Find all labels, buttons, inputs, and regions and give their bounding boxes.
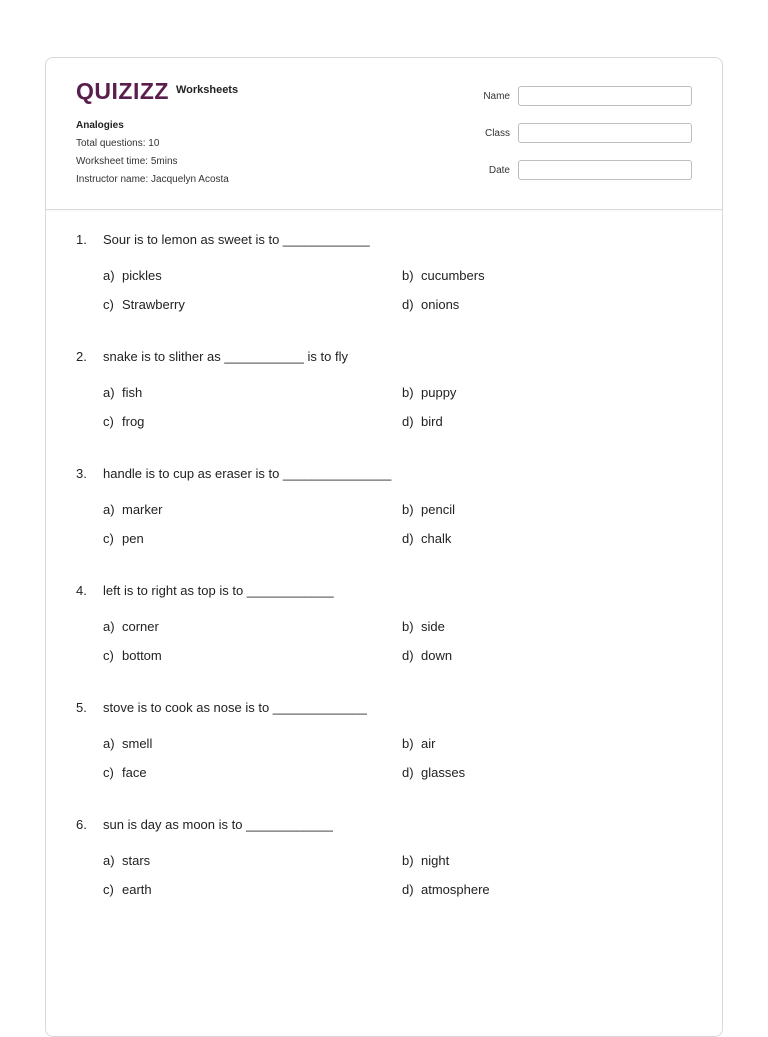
date-label: Date bbox=[488, 164, 510, 176]
option-text: pen bbox=[122, 531, 144, 546]
answer-options bbox=[103, 385, 696, 435]
answer-options bbox=[103, 736, 696, 786]
option-text: fish bbox=[122, 385, 143, 400]
worksheet-time: Worksheet time: 5mins bbox=[76, 156, 178, 167]
answer-options bbox=[103, 853, 696, 903]
brand bbox=[76, 80, 238, 103]
worksheet-title: Analogies bbox=[76, 120, 124, 131]
option-c[interactable] bbox=[103, 882, 152, 898]
question-5 bbox=[76, 700, 696, 817]
class-field-row bbox=[470, 122, 692, 144]
option-d[interactable] bbox=[402, 648, 452, 664]
question-number: 6. bbox=[76, 817, 87, 832]
worksheet-meta bbox=[76, 117, 229, 189]
option-letter: b) bbox=[402, 502, 414, 517]
class-label: Class bbox=[484, 127, 510, 139]
worksheet-header bbox=[46, 58, 722, 210]
option-d[interactable] bbox=[402, 765, 465, 781]
question-stem bbox=[76, 817, 696, 833]
option-text: frog bbox=[122, 414, 145, 429]
option-text: air bbox=[421, 736, 436, 751]
option-text: atmosphere bbox=[421, 882, 490, 897]
question-4 bbox=[76, 583, 696, 700]
question-stem bbox=[76, 232, 696, 248]
name-field-row bbox=[470, 85, 692, 107]
option-d[interactable] bbox=[402, 414, 443, 430]
option-letter: b) bbox=[402, 268, 414, 283]
option-b[interactable] bbox=[402, 619, 445, 635]
option-letter: a) bbox=[103, 385, 115, 400]
question-stem bbox=[76, 700, 696, 716]
option-text: pickles bbox=[122, 268, 162, 283]
date-field-row bbox=[470, 159, 692, 181]
name-label: Name bbox=[483, 90, 510, 102]
quizizz-logo: QUIZIZZ bbox=[76, 78, 169, 104]
option-text: earth bbox=[122, 882, 152, 897]
option-letter: d) bbox=[402, 648, 414, 663]
option-letter: b) bbox=[402, 619, 414, 634]
option-letter: c) bbox=[103, 765, 114, 780]
student-fields bbox=[470, 85, 692, 196]
option-b[interactable] bbox=[402, 853, 449, 869]
question-stem bbox=[76, 466, 696, 482]
option-letter: c) bbox=[103, 297, 114, 312]
option-text: corner bbox=[122, 619, 159, 634]
option-letter: d) bbox=[402, 765, 414, 780]
name-field[interactable] bbox=[518, 86, 692, 106]
option-letter: d) bbox=[402, 297, 414, 312]
question-text: snake is to slither as ___________ is to fly bbox=[103, 349, 348, 364]
answer-options bbox=[103, 502, 696, 552]
question-text: Sour is to lemon as sweet is to ____________ bbox=[103, 232, 370, 247]
option-text: bird bbox=[421, 414, 443, 429]
option-letter: d) bbox=[402, 414, 414, 429]
option-a[interactable] bbox=[103, 853, 150, 869]
option-b[interactable] bbox=[402, 502, 455, 518]
option-a[interactable] bbox=[103, 502, 162, 518]
option-c[interactable] bbox=[103, 648, 162, 664]
option-b[interactable] bbox=[402, 268, 485, 284]
answer-options bbox=[103, 619, 696, 669]
option-letter: c) bbox=[103, 531, 114, 546]
option-d[interactable] bbox=[402, 531, 451, 547]
option-a[interactable] bbox=[103, 385, 142, 401]
option-a[interactable] bbox=[103, 736, 152, 752]
option-b[interactable] bbox=[402, 385, 456, 401]
option-b[interactable] bbox=[402, 736, 435, 752]
option-a[interactable] bbox=[103, 619, 159, 635]
question-stem bbox=[76, 349, 696, 365]
option-letter: c) bbox=[103, 648, 114, 663]
option-text: puppy bbox=[421, 385, 457, 400]
option-letter: b) bbox=[402, 736, 414, 751]
date-field[interactable] bbox=[518, 160, 692, 180]
question-6 bbox=[76, 817, 696, 934]
option-text: stars bbox=[122, 853, 151, 868]
option-letter: a) bbox=[103, 268, 115, 283]
option-letter: c) bbox=[103, 882, 114, 897]
question-number: 2. bbox=[76, 349, 87, 364]
question-1 bbox=[76, 232, 696, 349]
option-text: night bbox=[421, 853, 450, 868]
answer-options bbox=[103, 268, 696, 318]
option-text: down bbox=[421, 648, 453, 663]
option-d[interactable] bbox=[402, 882, 490, 898]
option-text: side bbox=[421, 619, 445, 634]
option-c[interactable] bbox=[103, 414, 144, 430]
option-letter: b) bbox=[402, 853, 414, 868]
option-text: chalk bbox=[421, 531, 452, 546]
logo-subtitle: Worksheets bbox=[175, 83, 239, 96]
option-text: pencil bbox=[421, 502, 455, 517]
option-d[interactable] bbox=[402, 297, 459, 313]
question-number: 3. bbox=[76, 466, 87, 481]
option-letter: a) bbox=[103, 853, 115, 868]
question-text: sun is day as moon is to ____________ bbox=[103, 817, 333, 832]
option-letter: d) bbox=[402, 531, 414, 546]
question-text: stove is to cook as nose is to _____________ bbox=[103, 700, 367, 715]
question-2 bbox=[76, 349, 696, 466]
worksheet-page bbox=[45, 57, 723, 1037]
option-letter: b) bbox=[402, 385, 414, 400]
option-text: smell bbox=[122, 736, 153, 751]
question-3 bbox=[76, 466, 696, 583]
option-c[interactable] bbox=[103, 297, 185, 313]
question-number: 5. bbox=[76, 700, 87, 715]
option-text: bottom bbox=[122, 648, 162, 663]
option-a[interactable] bbox=[103, 268, 162, 284]
option-text: glasses bbox=[421, 765, 466, 780]
option-text: marker bbox=[122, 502, 163, 517]
option-c[interactable] bbox=[103, 531, 144, 547]
instructor-name: Instructor name: Jacquelyn Acosta bbox=[76, 174, 229, 185]
option-letter: a) bbox=[103, 736, 115, 751]
option-text: cucumbers bbox=[421, 268, 485, 283]
question-text: left is to right as top is to ____________ bbox=[103, 583, 334, 598]
option-text: face bbox=[122, 765, 147, 780]
option-letter: c) bbox=[103, 414, 114, 429]
class-field[interactable] bbox=[518, 123, 692, 143]
option-letter: d) bbox=[402, 882, 414, 897]
option-letter: a) bbox=[103, 619, 115, 634]
option-text: Strawberry bbox=[122, 297, 185, 312]
option-c[interactable] bbox=[103, 765, 147, 781]
question-number: 4. bbox=[76, 583, 87, 598]
question-list bbox=[76, 232, 696, 934]
total-questions: Total questions: 10 bbox=[76, 138, 160, 149]
question-number: 1. bbox=[76, 232, 87, 247]
option-letter: a) bbox=[103, 502, 115, 517]
question-stem bbox=[76, 583, 696, 599]
question-text: handle is to cup as eraser is to _______________ bbox=[103, 466, 392, 481]
option-text: onions bbox=[421, 297, 460, 312]
